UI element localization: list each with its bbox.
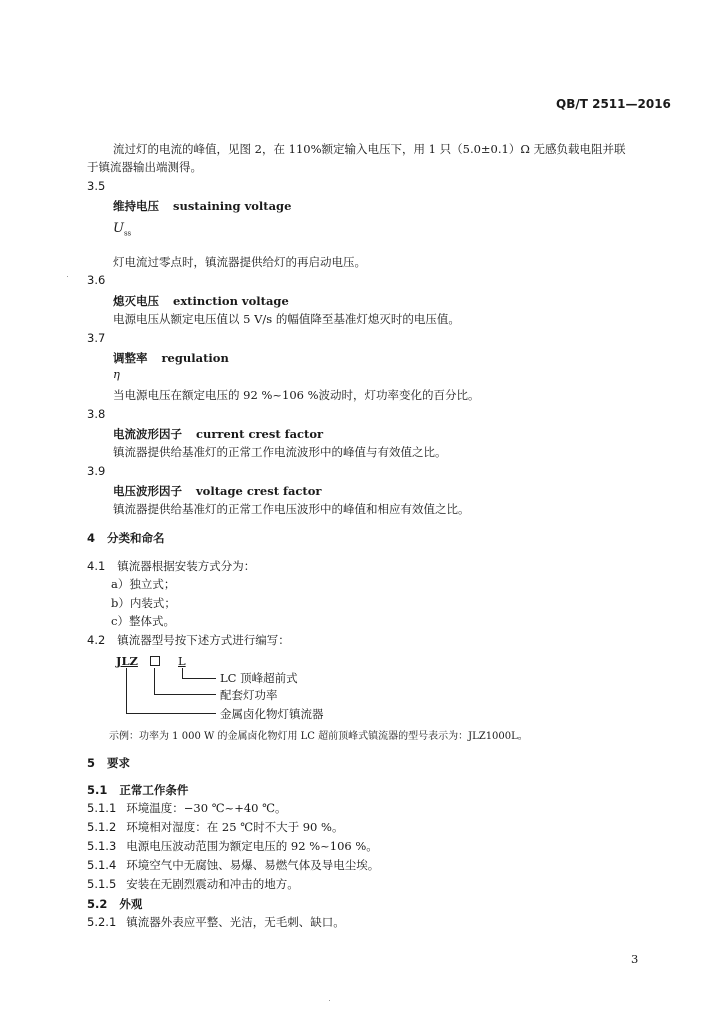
diagram-label-lc: LC 顶峰超前式 bbox=[220, 671, 298, 685]
diagram-jlz: JLZ bbox=[116, 654, 138, 668]
term-en: sustaining voltage bbox=[173, 199, 292, 213]
clause-3-9-term: 电压波形因子 voltage crest factor bbox=[113, 484, 322, 498]
clause-3-5-symbol: $U_{ss}$ bbox=[113, 221, 132, 238]
clause-3-7-symbol: η bbox=[113, 367, 120, 381]
term-zh: 维持电压 bbox=[113, 199, 159, 213]
clause-5-2-heading: 5.2 外观 bbox=[87, 897, 143, 911]
diagram-line-box-h bbox=[154, 694, 216, 695]
clause-3-6-number: 3.6 bbox=[87, 273, 106, 287]
clause-3-8-number: 3.8 bbox=[87, 407, 106, 421]
clause-3-6-term: 熄灭电压 extinction voltage bbox=[113, 294, 289, 308]
clause-3-5-definition: 灯电流过零点时，镇流器提供给灯的再启动电压。 bbox=[113, 255, 366, 269]
example-note: 示例：功率为 1 000 W 的金属卤化物灯用 LC 超前顶峰式镇流器的型号表示为：JLZ1000L。 bbox=[109, 731, 528, 742]
clause-4-2: 4.2 镇流器型号按下述方式进行编写： bbox=[87, 633, 290, 647]
clause-3-5-term bbox=[113, 198, 291, 214]
clause-3-7-number: 3.7 bbox=[87, 331, 106, 345]
clause-3-8-definition: 镇流器提供给基准灯的正常工作电流波形中的峰值与有效值之比。 bbox=[113, 445, 447, 459]
diagram-line-l-h bbox=[182, 678, 216, 679]
diagram-l: L bbox=[178, 654, 186, 668]
clause-3-8-term: 电流波形因子 current crest factor bbox=[113, 427, 324, 441]
clause-3-7-term: 调整率 regulation bbox=[113, 351, 229, 365]
diagram-line-box bbox=[154, 668, 155, 694]
clause-3-5-number: 3.5 bbox=[87, 179, 106, 193]
scan-artifact bbox=[329, 1000, 330, 1001]
diagram-placeholder-box bbox=[150, 656, 160, 666]
clause-3-9-definition: 镇流器提供给基准灯的正常工作电压波形中的峰值和相应有效值之比。 bbox=[113, 502, 470, 516]
list-item-a: a）独立式； bbox=[111, 577, 176, 591]
clause-5-1-1: 5.1.1 环境温度：−30 ℃~+40 ℃。 bbox=[87, 801, 287, 815]
diagram-label-power: 配套灯功率 bbox=[220, 688, 278, 702]
diagram-line-jlz-h bbox=[126, 713, 216, 714]
clause-3-9-number: 3.9 bbox=[87, 464, 106, 478]
scan-artifact bbox=[67, 276, 68, 277]
list-item-b: b）内装式； bbox=[111, 596, 176, 610]
clause-3-7-definition: 当电源电压在额定电压的 92 %~106 %波动时，灯功率变化的百分比。 bbox=[113, 388, 480, 402]
standard-number: QB/T 2511—2016 bbox=[556, 97, 671, 111]
clause-3-6-definition: 电源电压从额定电压值以 5 V/s 的幅值降至基准灯熄灭时的电压值。 bbox=[113, 312, 460, 326]
clause-5-1-heading: 5.1 正常工作条件 bbox=[87, 783, 189, 797]
section-5-heading: 5 要求 bbox=[87, 756, 131, 770]
intro-line-1: 流过灯的电流的峰值，见图 2，在 110%额定输入电压下，用 1 只（5.0±0.1）Ω 无感负载电阻并联 bbox=[113, 142, 626, 156]
diagram-label-ballast: 金属卤化物灯镇流器 bbox=[220, 707, 324, 721]
clause-5-1-4: 5.1.4 环境空气中无腐蚀、易爆、易燃气体及导电尘埃。 bbox=[87, 858, 380, 872]
diagram-line-l bbox=[182, 668, 183, 678]
clause-4-1: 4.1 镇流器根据安装方式分为： bbox=[87, 559, 256, 573]
clause-5-2-1: 5.2.1 镇流器外表应平整、光洁，无毛刺、缺口。 bbox=[87, 915, 345, 929]
diagram-line-jlz bbox=[126, 668, 127, 713]
list-item-c: c）整体式。 bbox=[111, 614, 175, 628]
section-4-heading: 4 分类和命名 bbox=[87, 531, 165, 545]
clause-5-1-5: 5.1.5 安装在无剧烈震动和冲击的地方。 bbox=[87, 877, 299, 891]
intro-line-2: 于镇流器输出端测得。 bbox=[87, 160, 202, 174]
clause-5-1-3: 5.1.3 电源电压波动范围为额定电压的 92 %~106 %。 bbox=[87, 839, 378, 853]
clause-5-1-2: 5.1.2 环境相对湿度：在 25 ℃时不大于 90 %。 bbox=[87, 820, 344, 834]
page-number: 3 bbox=[631, 952, 639, 966]
